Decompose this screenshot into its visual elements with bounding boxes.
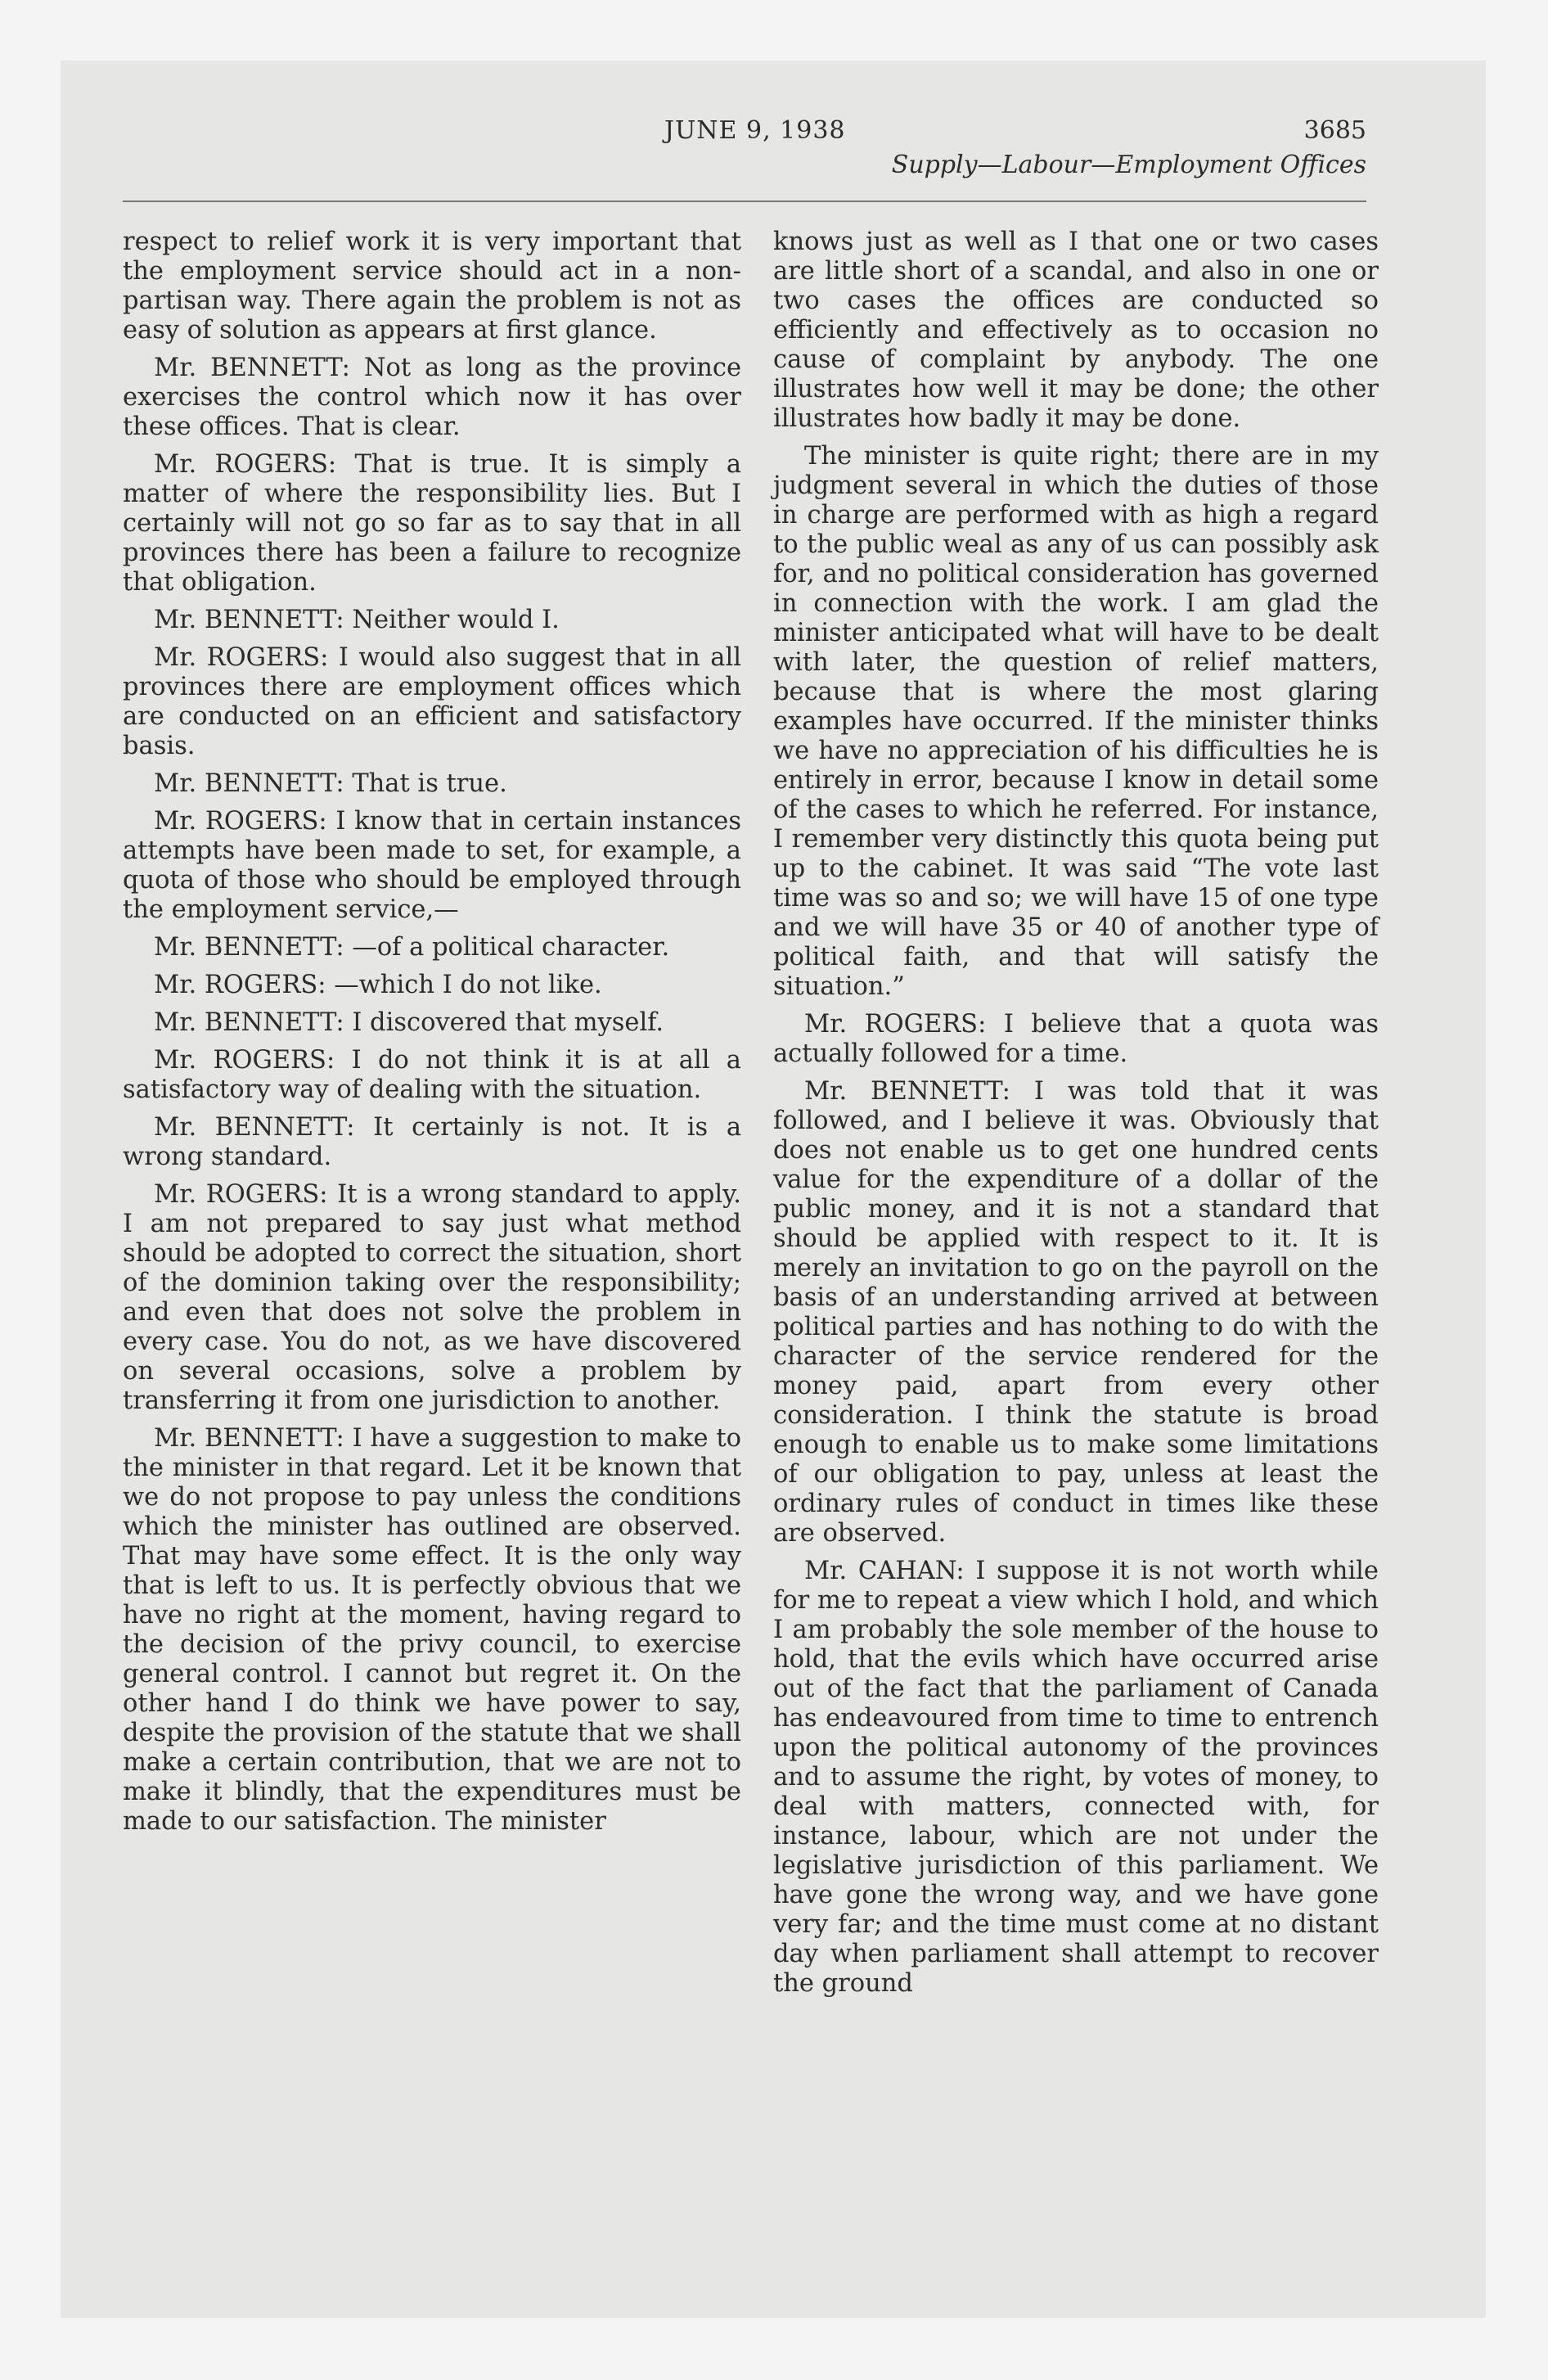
paragraph-text: I discovered that myself. — [352, 1008, 664, 1037]
paragraph — [123, 1046, 741, 1105]
paragraph-text: I do not think it is at all a satisfactory way of dealing with the situation. — [123, 1046, 741, 1104]
paragraph — [123, 228, 741, 345]
speaker-name: Mr. BENNETT: — [154, 1008, 344, 1037]
paragraph — [773, 1077, 1379, 1548]
paragraph-text: I believe that a quota was actually followed for a time. — [773, 1010, 1379, 1068]
right-column — [773, 228, 1379, 2007]
paragraph — [123, 354, 741, 442]
paragraph-text: respect to relief work it is very important that the employment service should act in a non-partisan way. There again the problem is not as easy of solution as appears at first glance. — [123, 228, 741, 345]
section-heading: Supply—Labour—Employment Offices — [891, 151, 1366, 179]
paragraph-text: It certainly is not. It is a wrong standard. — [123, 1113, 741, 1171]
paragraph — [773, 442, 1379, 1002]
page-header — [123, 116, 1366, 198]
paragraph — [123, 769, 741, 799]
speaker-name: Mr. BENNETT: — [154, 1424, 344, 1453]
left-column — [123, 228, 741, 1845]
paragraph — [123, 606, 741, 635]
speaker-name: Mr. CAHAN: — [804, 1557, 965, 1585]
speaker-name: Mr. ROGERS: — [154, 643, 329, 672]
speaker-name: Mr. ROGERS: — [804, 1010, 987, 1039]
paragraph — [123, 971, 741, 1000]
paragraph — [123, 450, 741, 597]
speaker-name: Mr. BENNETT: — [154, 769, 344, 798]
speaker-name: Mr. BENNETT: — [154, 933, 344, 962]
paragraph-text: —of a political character. — [352, 933, 670, 962]
paragraph-text: It is a wrong standard to apply. I am not prepared to say just what method should be adopted to correct the situation, short of the dominion taking over the responsibility; and even that does not solve the problem in every case. You do not, as we have discovered on several occasions, solve a problem by transferring it from one jurisdiction to another. — [123, 1180, 741, 1415]
paragraph-text: I suppose it is not worth while for me to repeat a view which I hold, and which I am probably the sole member of the house to hold, that the evils which have occurred arise out of the fact that the parliament of Canada has endeavoured from time to time to entrench upon the political autonomy of the provinces and to assume the right, by votes of money, to deal with matters, connected with, for instance, labour, which are not under the legislative jurisdiction of this parliament. We have gone the wrong way, and we have gone very far; and the time must come at no distant day when parliament shall attempt to recover the ground — [773, 1557, 1379, 1998]
paragraph-text: That is true. It is simply a matter of where the responsibility lies. But I certainly will not go so far as to say that in all provinces there has been a failure to recognize that obligation. — [123, 450, 741, 597]
paragraph — [773, 1557, 1379, 1999]
paragraph-text: The minister is quite right; there are in my judgment several in which the duties of those in charge are performed with as high a regard to the public weal as any of us can possibly ask for, and no political consideration has governed in connection with the work. I am glad the minister anticipated what will have to be dealt with later, the question of relief matters, because that is where the most glaring examples have occurred. If the minister thinks we have no appreciation of his difficulties he is entirely in error, because I know in detail some of the cases to which he referred. For instance, I remember very distinctly this quota being put up to the cabinet. It was said “The vote last time was so and so; we will have 15 of one type and we will have 35 or 40 of another type of political faith, and that will satisfy the situation.” — [773, 442, 1379, 1001]
speaker-name: Mr. BENNETT: — [154, 354, 350, 382]
page-number: 3685 — [1303, 116, 1366, 145]
page-date: JUNE 9, 1938 — [664, 116, 846, 145]
paragraph-text: I know that in certain instances attempts have been made to set, for example, a quota of those who should be employed through the employment service,— — [123, 807, 741, 924]
paragraph — [123, 1008, 741, 1038]
paragraph-text: Not as long as the province exercises the control which now it has over these offices. That is clear. — [123, 354, 742, 441]
paragraph — [123, 1113, 741, 1172]
paragraph-text: I would also suggest that in all provinces there are employment offices which are conducted on an efficient and satisfactory basis. — [123, 643, 741, 760]
paragraph-text: Neither would I. — [352, 606, 560, 634]
paragraph — [123, 643, 741, 761]
paragraph-text: —which I do not like. — [334, 971, 602, 999]
speaker-name: Mr. BENNETT: — [154, 1113, 355, 1142]
paragraph — [123, 807, 741, 925]
paragraph-text: That is true. — [352, 769, 507, 798]
paragraph — [123, 933, 741, 962]
paragraph-text: I have a suggestion to make to the minister in that regard. Let it be known that we do not propose to pay unless the conditions which the minister has outlined are observed. That may have some effect. It is the only way that is left to us. It is perfectly obvious that we have no right at the moment, having regard to the decision of the privy council, to exercise general control. I cannot but regret it. On the other hand I do think we have power to say, despite the provision of the statute that we shall make a certain contribution, that we are not to make it blindly, that the expenditures must be made to our satisfaction. The minister — [123, 1424, 741, 1836]
speaker-name: Mr. ROGERS: — [154, 1046, 335, 1075]
paragraph-text: I was told that it was followed, and I believe it was. Obviously that does not enable us to get one hundred cents value for the expenditure of a dollar of the public money, and it is not a standard that should be applied with respect to it. It is merely an invitation to go on the payroll on the basis of an understanding arrived at between political parties and has nothing to do with the character of the service rendered for the money paid, apart from every other consideration. I think the statute is broad enough to enable us to make some limitations of our obligation to pay, unless at least the ordinary rules of conduct in times like these are observed. — [773, 1077, 1379, 1548]
paragraph — [773, 228, 1379, 434]
paragraph — [773, 1010, 1379, 1069]
speaker-name: Mr. BENNETT: — [804, 1077, 1010, 1106]
speaker-name: Mr. ROGERS: — [154, 807, 327, 836]
paragraph — [123, 1424, 741, 1837]
speaker-name: Mr. BENNETT: — [154, 606, 344, 634]
paragraph-text: knows just as well as I that one or two cases are little short of a scandal, and also in one or two cases the offices are conducted so efficiently and effectively as to occasion no cause of complaint by anybody. The one illustrates how well it may be done; the other illustrates how badly it may be done. — [773, 228, 1379, 433]
paragraph — [123, 1180, 741, 1416]
header-rule — [123, 201, 1366, 202]
speaker-name: Mr. ROGERS: — [154, 1180, 328, 1209]
speaker-name: Mr. ROGERS: — [154, 450, 337, 479]
speaker-name: Mr. ROGERS: — [154, 971, 326, 999]
